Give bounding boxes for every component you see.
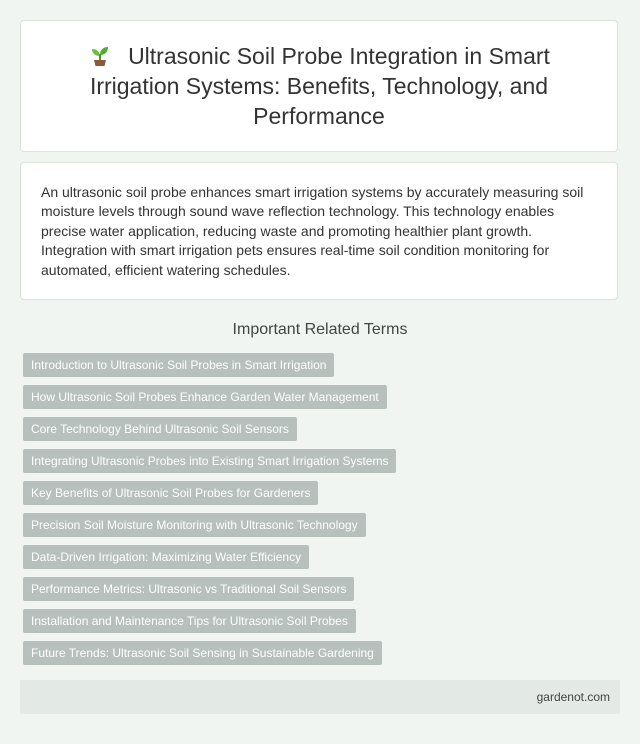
summary-text: An ultrasonic soil probe enhances smart irrigation systems by accurately measuring soil moisture levels through sound wave reflection technology. This technology enables precise water application, reducing waste and promoting healthier plant growth. Integration with smart irrigation pets ensures real-time soil condition monitoring for automated, efficient watering schedules. <box>41 184 584 278</box>
related-term-tag[interactable]: How Ultrasonic Soil Probes Enhance Garden Water Management <box>23 385 387 409</box>
footer-site-link[interactable]: gardenot.com <box>536 690 610 704</box>
footer <box>20 680 620 714</box>
related-terms-heading: Important Related Terms <box>232 321 408 338</box>
related-term-tag[interactable]: Data-Driven Irrigation: Maximizing Water Efficiency <box>23 545 309 569</box>
page-title <box>61 41 577 131</box>
sprout-icon <box>88 43 112 67</box>
summary-card <box>20 162 618 300</box>
related-term-tag[interactable]: Future Trends: Ultrasonic Soil Sensing in Sustainable Gardening <box>23 641 382 665</box>
related-term-tag[interactable]: Key Benefits of Ultrasonic Soil Probes for Gardeners <box>23 481 318 505</box>
related-term-tag[interactable]: Introduction to Ultrasonic Soil Probes in Smart Irrigation <box>23 353 334 377</box>
related-term-tag[interactable]: Precision Soil Moisture Monitoring with Ultrasonic Technology <box>23 513 366 537</box>
related-term-tag[interactable]: Core Technology Behind Ultrasonic Soil Sensors <box>23 417 297 441</box>
related-term-tag[interactable]: Installation and Maintenance Tips for Ultrasonic Soil Probes <box>23 609 356 633</box>
title-card <box>20 20 618 152</box>
related-terms-list <box>23 353 613 673</box>
related-term-tag[interactable]: Performance Metrics: Ultrasonic vs Traditional Soil Sensors <box>23 577 354 601</box>
page-title-text: Ultrasonic Soil Probe Integration in Smart Irrigation Systems: Benefits, Technology, and Performance <box>89 43 550 129</box>
related-term-tag[interactable]: Integrating Ultrasonic Probes into Existing Smart Irrigation Systems <box>23 449 396 473</box>
